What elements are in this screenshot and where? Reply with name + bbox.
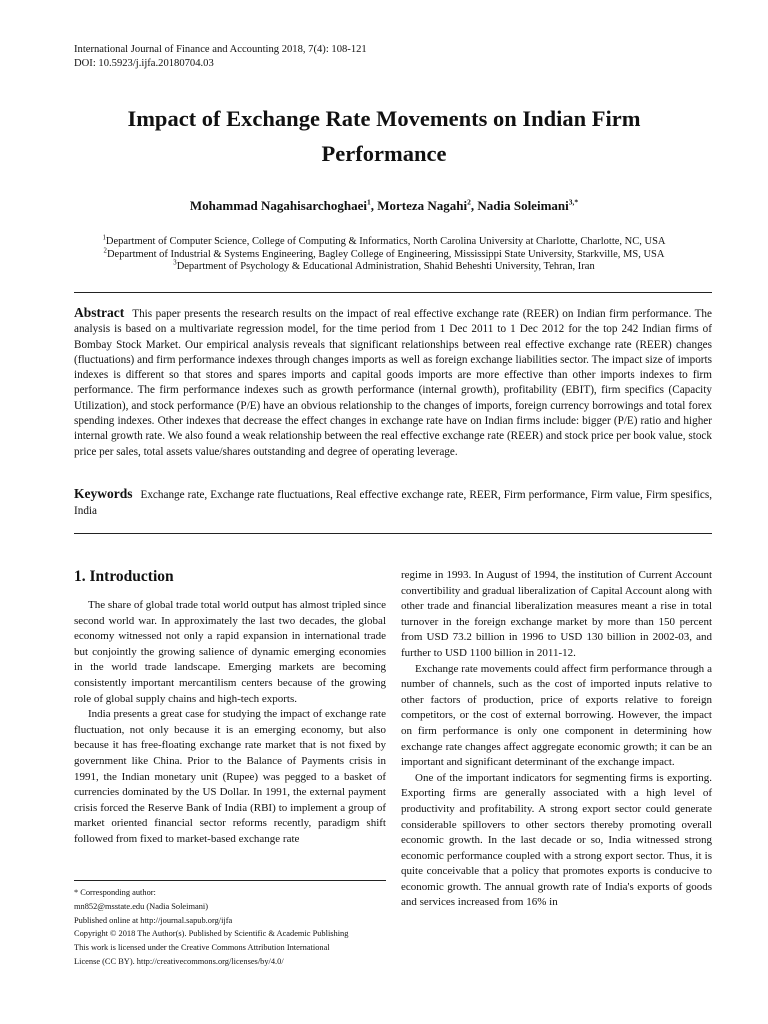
corresponding-author: * Corresponding author: bbox=[74, 888, 156, 897]
affiliation-text: Department of Computer Science, College of Computing & Informatics, North Carolina University at Charlotte, Charlotte, NC, USA bbox=[105, 236, 666, 247]
title-line-2: Performance bbox=[321, 141, 447, 166]
affiliation-sup: 2 bbox=[103, 247, 107, 254]
abstract-text: This paper presents the research results on the impact of real effective exchange rate (REER) on Indian firm performance. The analysis is based on a multivariate regression model, for the time period from 1 Dec 2011 to 1 Dec 2012 for the top 242 Indian firms of Bombay Stock Market. Our empirical analysis reveals that significant relationships between real effective exchange rate (REER) changes (fluctuations) and firm performance indexes through changes imports as well as foreign exchange liabilities sector. The impact size of imports indexes is different so that stores and spares imports and capital goods imports are more effective than other imports indexes to firm performance. The firm performance indexes such as growth performance (internal growth), profitability (EBIT), firm specifics (Capacity Utilization), and stock performance (P/E) have an obvious relationship to the changes of imports, foreign currency borrowings and total forex spending indexes. Other indexes that decrease the effect changes in exchange rate have on Indian firms include: bigger (P/E) ratio and higher internal growth rate. We also found a weak relationship between the real effective exchange rate (REER) and stock price per book value, stock price per sales, total assets value/shares outstanding and degree of operating leverage. bbox=[74, 308, 712, 458]
author-sup: 2 bbox=[467, 197, 471, 207]
published-online: Published online at http://journal.sapub.org/ijfa bbox=[74, 915, 233, 925]
paragraph: One of the important indicators for segmenting firms is exporting. Exporting firms are generally associated with a high level of productivity and profitability. A strong export sector could generate considerable spillovers to other sectors thereby promoting overall economic growth. In the last decade or so, India witnessed strong economic performance coupled with a strong export sector. Thus, it is quite conceivable that a policy that promotes exports is conducive to economic growth. The annual growth rate of India's exports of goods and services increased from 16% in bbox=[401, 771, 712, 909]
author-sup: 3,* bbox=[568, 197, 579, 207]
affiliation bbox=[60, 249, 708, 262]
keywords-label: Keywords bbox=[74, 486, 133, 501]
author-sup: 1 bbox=[366, 197, 371, 207]
license-line-2: License (CC BY). http://creativecommons.org/licenses/by/4.0/ bbox=[74, 956, 284, 966]
paper-title bbox=[60, 101, 708, 171]
journal-citation: International Journal of Finance and Accounting 2018, 7(4): 108-121 bbox=[74, 44, 367, 55]
copyright: Copyright © 2018 The Author(s). Published by Scientific & Academic Publishing bbox=[74, 929, 349, 939]
abstract bbox=[74, 305, 712, 460]
keywords-text: Exchange rate, Exchange rate fluctuations, Real effective exchange rate, REER, Firm performance, Firm value, Firm spesifics, India bbox=[74, 489, 712, 517]
keywords-bottom-rule bbox=[74, 533, 712, 534]
footnote-rule bbox=[74, 880, 386, 881]
paragraph: India presents a great case for studying the impact of exchange rate fluctuation, not only because it is an emerging economy, but also because it has free-floating exchange rate market that is not fixed by government like China. Prior to the Balance of Payments crisis in 1991, the Indian monetary unit (Rupee) was pegged to a basket of currencies dominated by the US Dollar. In 1991, the external payment crisis forced the Reserve Bank of India (RBI) to implement a group of market oriented financial sector reforms recently, paradigm shift followed from fixed to market-based exchange rate bbox=[74, 708, 386, 845]
affiliation-text: Department of Psychology & Educational Administration, Shahid Beheshti University, Tehran, Iran bbox=[176, 261, 595, 272]
license-line-1: This work is licensed under the Creative Commons Attribution International bbox=[74, 943, 330, 953]
affiliation-text: Department of Industrial & Systems Engineering, Bagley College of Engineering, Mississippi State University, Starkville, MS, USA bbox=[106, 248, 665, 260]
footnote bbox=[74, 886, 394, 969]
right-column bbox=[401, 568, 712, 911]
author-list: Mohammad Nagahisarchoghaei$^1$, Morteza Nagahi$^2$, Nadia Soleimani$^{3,*}$ bbox=[189, 197, 579, 213]
affiliation-sup: 3 bbox=[173, 259, 177, 267]
author-name: Nadia Soleimani bbox=[477, 198, 569, 213]
abstract-top-rule bbox=[74, 292, 712, 293]
affiliation-sup: 1 bbox=[102, 234, 106, 242]
journal-header bbox=[74, 43, 367, 71]
author-name: Mohammad Nagahisarchoghaei bbox=[189, 198, 367, 213]
keywords bbox=[74, 486, 712, 519]
section-heading: 1. Introduction bbox=[74, 568, 174, 585]
doi: DOI: 10.5923/j.ijfa.20180704.03 bbox=[74, 58, 214, 69]
author-name: Morteza Nagahi bbox=[377, 198, 468, 213]
left-column bbox=[74, 598, 386, 848]
affiliation bbox=[60, 261, 708, 274]
affiliation bbox=[60, 236, 708, 249]
paragraph: Exchange rate movements could affect firm performance through a number of channels, such as the cost of imported inputs relative to other factors of production, price of exports relative to foreign competitors, or the cost of external borrowing. However, the impact on firm performance is only one component in determining how exchange rate changes affect aggregate economic growth; it can be an important and significant determinant of the exchange impact. bbox=[401, 662, 712, 769]
abstract-label: Abstract bbox=[74, 305, 125, 320]
title-line-1: Impact of Exchange Rate Movements on Indian Firm bbox=[127, 106, 641, 131]
paragraph: The share of global trade total world output has almost tripled since second world war. In approximately the last two decades, the global economy witnessed not only a rapid expansion in international trade but conjointly the growing salience of dynamic emerging economies in the world trade landscape. Emerging markets are becoming consistently important mercantilism centers because of the growing role of global supply chains and high-tech exports. bbox=[74, 599, 386, 705]
paragraph: regime in 1993. In August of 1994, the institution of Current Account convertibility and gradual liberalization of Capital Account along with other trade and financial liberalization measures meant a rise in total turnover in the foreign exchange market by more than 150 percent from USD 73.2 billion in 1996 to USD 130 billion in 2002-03, and further to USD 1100 billion in 2011-12. bbox=[401, 569, 712, 659]
affiliations bbox=[60, 236, 708, 274]
email: mn852@msstate.edu (Nadia Soleimani) bbox=[74, 901, 209, 911]
